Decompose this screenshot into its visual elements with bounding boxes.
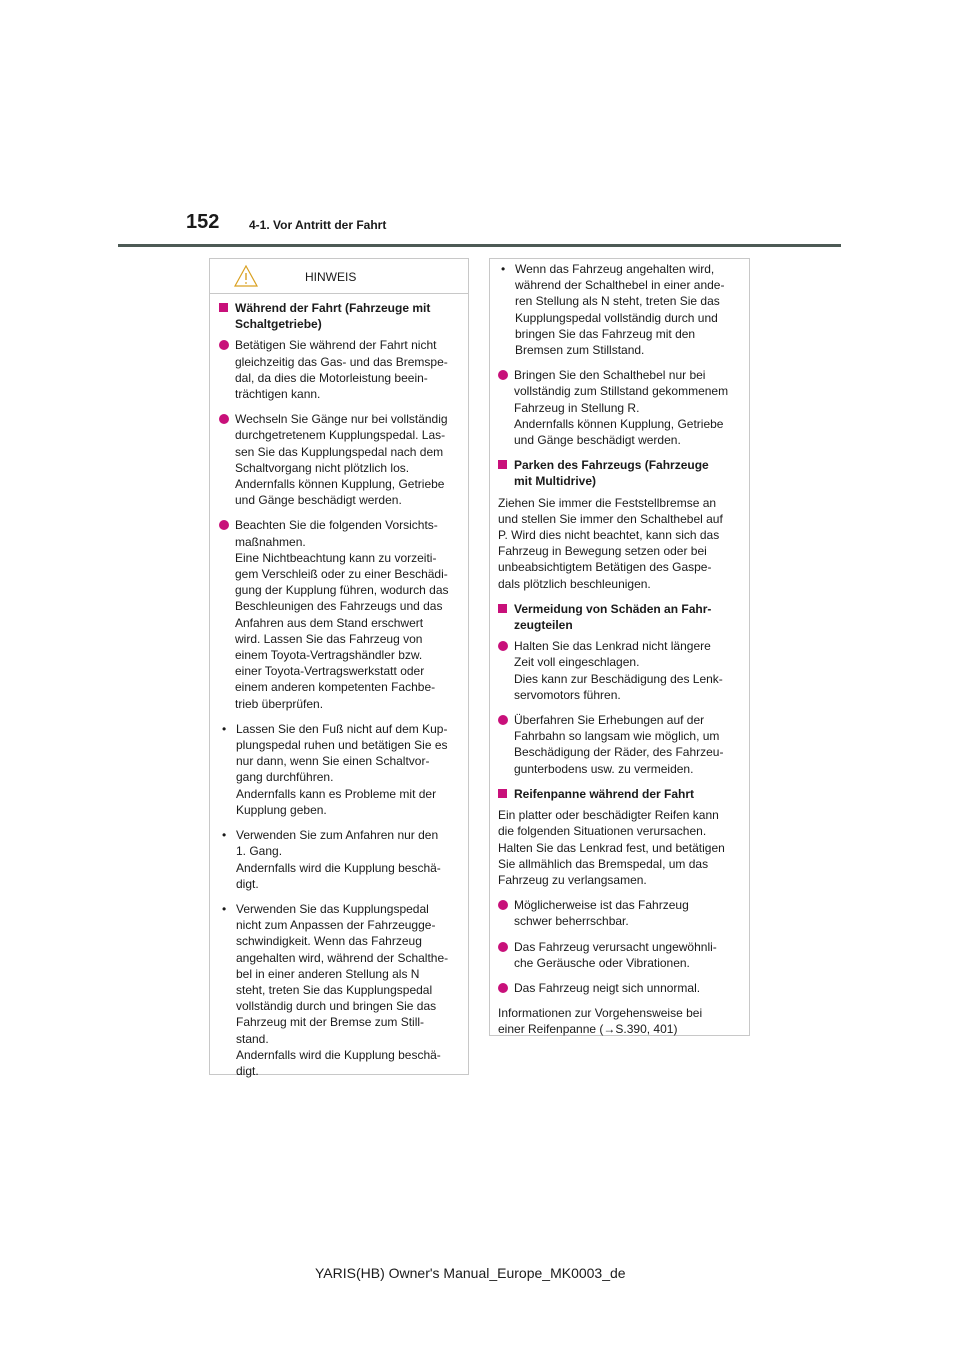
list-item: Wechseln Sie Gänge nur bei vollständig durchgetretenem Kupplungspedal. Las- sen Sie das Kupplungspedal nach dem Schaltvorgang nicht plötzlich los. Andernfalls können Kupplung, Getriebe und Gänge beschädigt werden.: [219, 411, 459, 508]
bullet-item: • Wenn das Fahrzeug angehalten wird, während der Schalthebel in einer ande- ren Stellung als N steht, treten Sie das Kupplungspedal vollständig durch und bringen Sie das Fahrzeug mit den Bremsen zum Stillstand.: [501, 262, 725, 358]
bullet-marker: •: [222, 721, 227, 736]
list-item: Halten Sie das Lenkrad nicht längere Zeit voll eingeschlagen. Dies kann zur Beschädigung des Lenk- servomotors führen.: [498, 638, 741, 703]
notice-box-left: [209, 258, 469, 1078]
dot-marker-icon: [498, 370, 508, 380]
header-rule: [118, 244, 841, 247]
footer-manual-id: YARIS(HB) Owner's Manual_Europe_MK0003_de: [315, 1265, 626, 1281]
section-title: 4-1. Vor Antritt der Fahrt: [249, 218, 387, 232]
notice-label: HINWEIS: [305, 270, 357, 284]
section-heading: Reifenpanne während der Fahrt: [498, 786, 741, 802]
dot-marker-icon: [498, 900, 508, 910]
list-item: Betätigen Sie während der Fahrt nicht gleichzeitig das Gas- und das Bremspe- dal, da dies die Motorleistung beein- trächtigen kann.: [219, 337, 459, 402]
notice-box-right: [489, 258, 750, 1036]
dot-marker-icon: [498, 641, 508, 651]
square-marker-icon: [219, 303, 228, 312]
bullet-marker: •: [222, 901, 227, 916]
bullet-marker: •: [222, 828, 227, 843]
notice-header: [210, 263, 468, 294]
bullet-item: • Verwenden Sie zum Anfahren nur den 1. Gang. Andernfalls wird die Kupplung beschä- digt.: [222, 828, 441, 891]
dot-marker-icon: [219, 414, 229, 424]
dot-marker-icon: [219, 340, 229, 350]
list-item: Bringen Sie den Schalthebel nur bei vollständig zum Stillstand gekommenem Fahrzeug in Stellung R. Andernfalls können Kupplung, Getriebe und Gänge beschädigt werden.: [498, 367, 741, 448]
section-heading: Vermeidung von Schäden an Fahr- zeugteilen: [498, 601, 741, 633]
bullet-item: • Lassen Sie den Fuß nicht auf dem Kup- plungspedal ruhen und betätigen Sie es nur dann, wenn Sie einen Schaltvor- gang durchführen. Andernfalls kann es Probleme mit der Kupplung geben.: [222, 721, 448, 817]
bullet-marker: •: [501, 262, 506, 276]
square-marker-icon: [498, 604, 507, 613]
square-marker-icon: [498, 460, 507, 469]
dot-marker-icon: [219, 520, 229, 530]
list-item: Das Fahrzeug neigt sich unnormal.: [498, 980, 741, 996]
square-marker-icon: [498, 789, 507, 798]
list-item: Überfahren Sie Erhebungen auf der Fahrbahn so langsam wie möglich, um Beschädigung der Räder, des Fahrzeu- gunterbodens usw. zu vermeiden.: [498, 712, 741, 777]
page-reference-paragraph: Informationen zur Vorgehensweise bei einer Reifenpanne (→S.390, 401): [498, 1006, 703, 1037]
warning-triangle-icon: [234, 265, 258, 287]
bullet-item: • Verwenden Sie das Kupplungspedal nicht zum Anpassen der Fahrzeugge- schwindigkeit. Wenn das Fahrzeug angehalten wird, während der Schalthe- bel in einer anderen Stellung als N steht, treten Sie das Kupplungspedal vollständig durch und bringen Sie das Fahrzeug mit der Bremse zum Still- stand. Andernfalls wird die Kupplung beschä- digt.: [222, 901, 449, 1078]
section-heading: Parken des Fahrzeugs (Fahrzeuge mit Multidrive): [498, 457, 741, 489]
section-heading: Während der Fahrt (Fahrzeuge mit Schaltgetriebe): [219, 300, 459, 332]
dot-marker-icon: [498, 715, 508, 725]
page-number: 152: [186, 211, 220, 233]
list-item: Das Fahrzeug verursacht ungewöhnli- che Geräusche oder Vibrationen.: [498, 939, 741, 971]
paragraph: Ein platter oder beschädigter Reifen kann die folgenden Situationen verursachen. Halten Sie das Lenkrad fest, und betätigen Sie allmählich das Bremspedal, um das Fahrzeug zu verlangsamen.: [498, 808, 725, 887]
paragraph: Ziehen Sie immer die Feststellbremse an und stellen Sie immer den Schalthebel auf P. Wird dies nicht beachtet, kann sich das Fahrzeug in Bewegung setzen oder bei unbeabsichtigtem Betätigen des Gaspe- dals plötzlich beschleunigen.: [498, 495, 723, 591]
dot-marker-icon: [498, 942, 508, 952]
list-item: Beachten Sie die folgenden Vorsichts- maßnahmen. Eine Nichtbeachtung kann zu vorzeiti- gem Verschleiß oder zu einer Beschädi- gung der Kupplung führen, wodurch das Beschleunigen des Fahrzeugs und das Anfahren aus dem Stand erschwert wird. Lassen Sie das Fahrzeug von einem Toyota-Vertragshändler bzw. einer Toyota-Vertragswerkstatt oder einem anderen kompetenten Fachbe- trieb überprüfen.: [219, 517, 459, 711]
list-item: Möglicherweise ist das Fahrzeug schwer beherrschbar.: [498, 897, 741, 929]
dot-marker-icon: [498, 983, 508, 993]
